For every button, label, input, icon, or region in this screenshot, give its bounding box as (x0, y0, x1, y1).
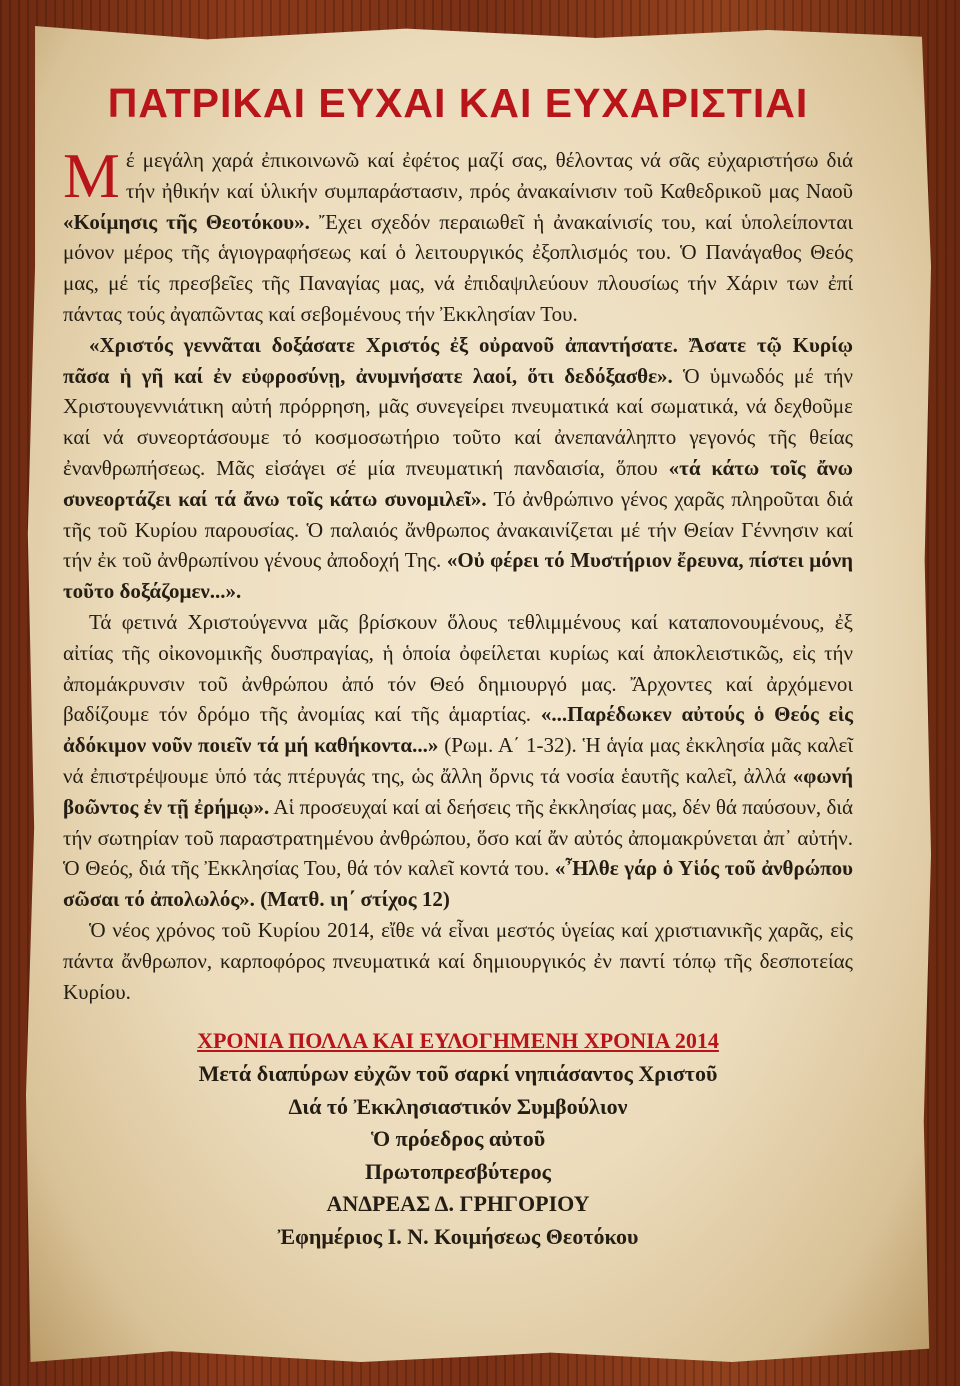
bold-quote: «Χριστός γεννᾶται δοξάσατε Χριστός ἐξ οὐρανοῦ ἀπαντήσατε. Ἄσατε τῷ Κυρίῳ πᾶσα ἡ γῆ καί ἐν εὐφροσύνῃ, ἀνυμνήσατε λαοί, ὅτι δεδόξασθε». (63, 332, 853, 388)
paragraph-text: Τό ἀνθρώπινο γένος χαρᾶς πληροῦται διά τῆς τοῦ Κυρίου παρουσίας. Ὁ παλαιός ἄνθρωπος ἀνακαινίζεται μέ τήν Θείαν Γέννησιν καί τήν ἐκ τοῦ ἀνθρωπίνου γένους ἀποδοχή Της. (63, 486, 854, 573)
bold-quote: «Ἦλθε γάρ ὁ Υἱός τοῦ ἀνθρώπου σῶσαι τό ἀπολωλός». (Ματθ. ιη΄ στίχος 12) (63, 856, 853, 912)
bold-quote: «τά κάτω τοῖς ἄνω συνεορτάζει καί τά ἄνω τοῖς κάτω συνομιλεῖ». (63, 455, 853, 511)
letter-body (63, 140, 854, 1007)
closing-block (63, 1025, 853, 1253)
signatory-role: Ἐφημέριος Ι. Ν. Κοιμήσεως Θεοτόκου (277, 1223, 639, 1249)
paragraph-text: Ἔχει σχεδόν περαιωθεῖ ἡ ἀνακαίνισίς του, καί ὑπολείπονται μόνον μέρος τῆς ἁγιογραφήσεως καί ὁ λειτουργικός ἐξοπλισμός του. Ὁ Πανάγαθος Θεός μας, μέ τίς πρεσβεῖες τῆς Παναγίας μας, νά ἐπιδαψιλεύουν πλουσίως τήν Χάριν των ἐπί πάντας τούς ἀγαπῶντας καί σεβομένους τήν Ἐκκλησίαν Του. (63, 209, 853, 326)
bold-quote: «φωνή βοῶντος ἐν τῇ ἐρήμῳ». (63, 763, 853, 819)
paragraph-text: Αἱ προσευχαί καί αἱ δεήσεις τῆς ἐκκλησίας μας, δέν θά παύσουν, διά τήν σωτηρίαν τοῦ παραστρατημένου ἀνθρώπου, ὅσο καί ἄν αὐτός ἀπομακρύνεται ἀπ᾽ αὐτήν. Ὁ Θεός, διά τῆς Ἐκκλησίας Του, θά τόν καλεῖ κοντά του. (63, 794, 854, 881)
paragraph-2 (63, 330, 853, 607)
paragraph-3 (63, 607, 853, 915)
paragraph-text: (Ρωμ. Α΄ 1-32). Ἡ ἁγία μας ἐκκλησία μᾶς καλεῖ νά ἐπιστρέψουμε ὑπό τάς πτέρυγάς της, ὡς ἄλλη ὄρνις τά νοσία ἑαυτῆς καλεῖ, ἀλλά (63, 733, 853, 788)
bold-quote: «...Παρέδωκεν αὐτούς ὁ Θεός εἰς ἀδόκιμον νοῦν ποιεῖν τά μή καθήκοντα...» (63, 702, 853, 758)
bold-quote: «Οὐ φέρει τό Μυστήριον ἔρευνα, πίστει μόνη τοῦτο δοξάζομεν...». (63, 548, 854, 604)
council-line: Διά τό Ἐκκλησιαστικόν Συμβούλιον (288, 1093, 628, 1119)
greeting-heading: ΧΡΟΝΙΑ ΠΟΛΛΑ ΚΑΙ ΕΥΛΟΓΗΜΕΝΗ ΧΡΟΝΙΑ 2014 (197, 1028, 719, 1054)
paragraph-4 (63, 915, 853, 1007)
page-title: ΠΑΤΡΙΚΑΙ ΕΥΧΑΙ ΚΑΙ ΕΥΧΑΡΙΣΤΙΑΙ (107, 80, 809, 126)
president-line: Ὁ πρόεδρος αὐτοῦ (370, 1126, 546, 1152)
signatory-name: ΑΝΔΡΕΑΣ Δ. ΓΡΗΓΟΡΙΟΥ (326, 1191, 590, 1217)
paragraph-text: Ὁ ὑμνωδός μέ τήν Χριστουγεννιάτικη αὐτή πρόρρηση, μᾶς συνεγείρει πνευματικά καί σωματικά, νά δεχθοῦμε καί νά συνεορτάσουμε τό κοσμοσωτήριο τοῦτο καί ἀνεπανάληπτο γεγονός τῆς θείας ἐνανθρωπήσεως. Μᾶς εἰσάγει σέ μία πνευματική πανδαισία, ὅπου (63, 363, 853, 480)
paragraph-text: έ μεγάλη χαρά ἐπικοινωνῶ καί ἐφέτος μαζί σας, θέλοντας νά σᾶς εὐχαριστήσω διά τήν ἠθικήν καί ὑλικήν συμπαράστασιν, πρός ἀνακαίνισιν τοῦ Καθεδρικοῦ μας Ναοῦ (125, 148, 853, 203)
letter-content (63, 80, 853, 1253)
wish-line: Μετά διαπύρων εὐχῶν τοῦ σαρκί νηπιάσαντος Χριστοῦ (198, 1060, 718, 1086)
bold-quote: «Κοίμησις τῆς Θεοτόκου». (63, 209, 310, 234)
drop-cap: Μ (63, 140, 120, 211)
paragraph-text: Ὁ νέος χρόνος τοῦ Κυρίου 2014, εἴθε νά εἶναι μεστός ὑγείας καί χριστιανικῆς χαρᾶς, εἰς πάντα ἄνθρωπον, καρποφόρος πνευματικά καί δημιουργικός ἐν παντί τόπῳ τῆς δεσποτείας Κυρίου. (63, 917, 853, 1004)
rank-line: Πρωτοπρεσβύτερος (365, 1158, 551, 1184)
paragraph-1 (63, 140, 853, 330)
paragraph-text: Τά φετινά Χριστούγεννα μᾶς βρίσκουν ὅλους τεθλιμμένους καί καταπονουμένους, ἐξ αἰτίας τῆς οἰκονομικῆς δυσπραγίας, ἡ ὁποία ὀφείλεται κυρίως καί ἀποκλειστικῶς, εἰς τήν ἀπομάκρυνσιν τοῦ ἀνθρώπου ἀπό τόν Θεό δημιουργό μας. Ἄρχοντες καί ἀρχόμενοι βαδίζουμε τόν δρόμο τῆς ἀνομίας καί τῆς ἁμαρτίας. (63, 609, 853, 727)
